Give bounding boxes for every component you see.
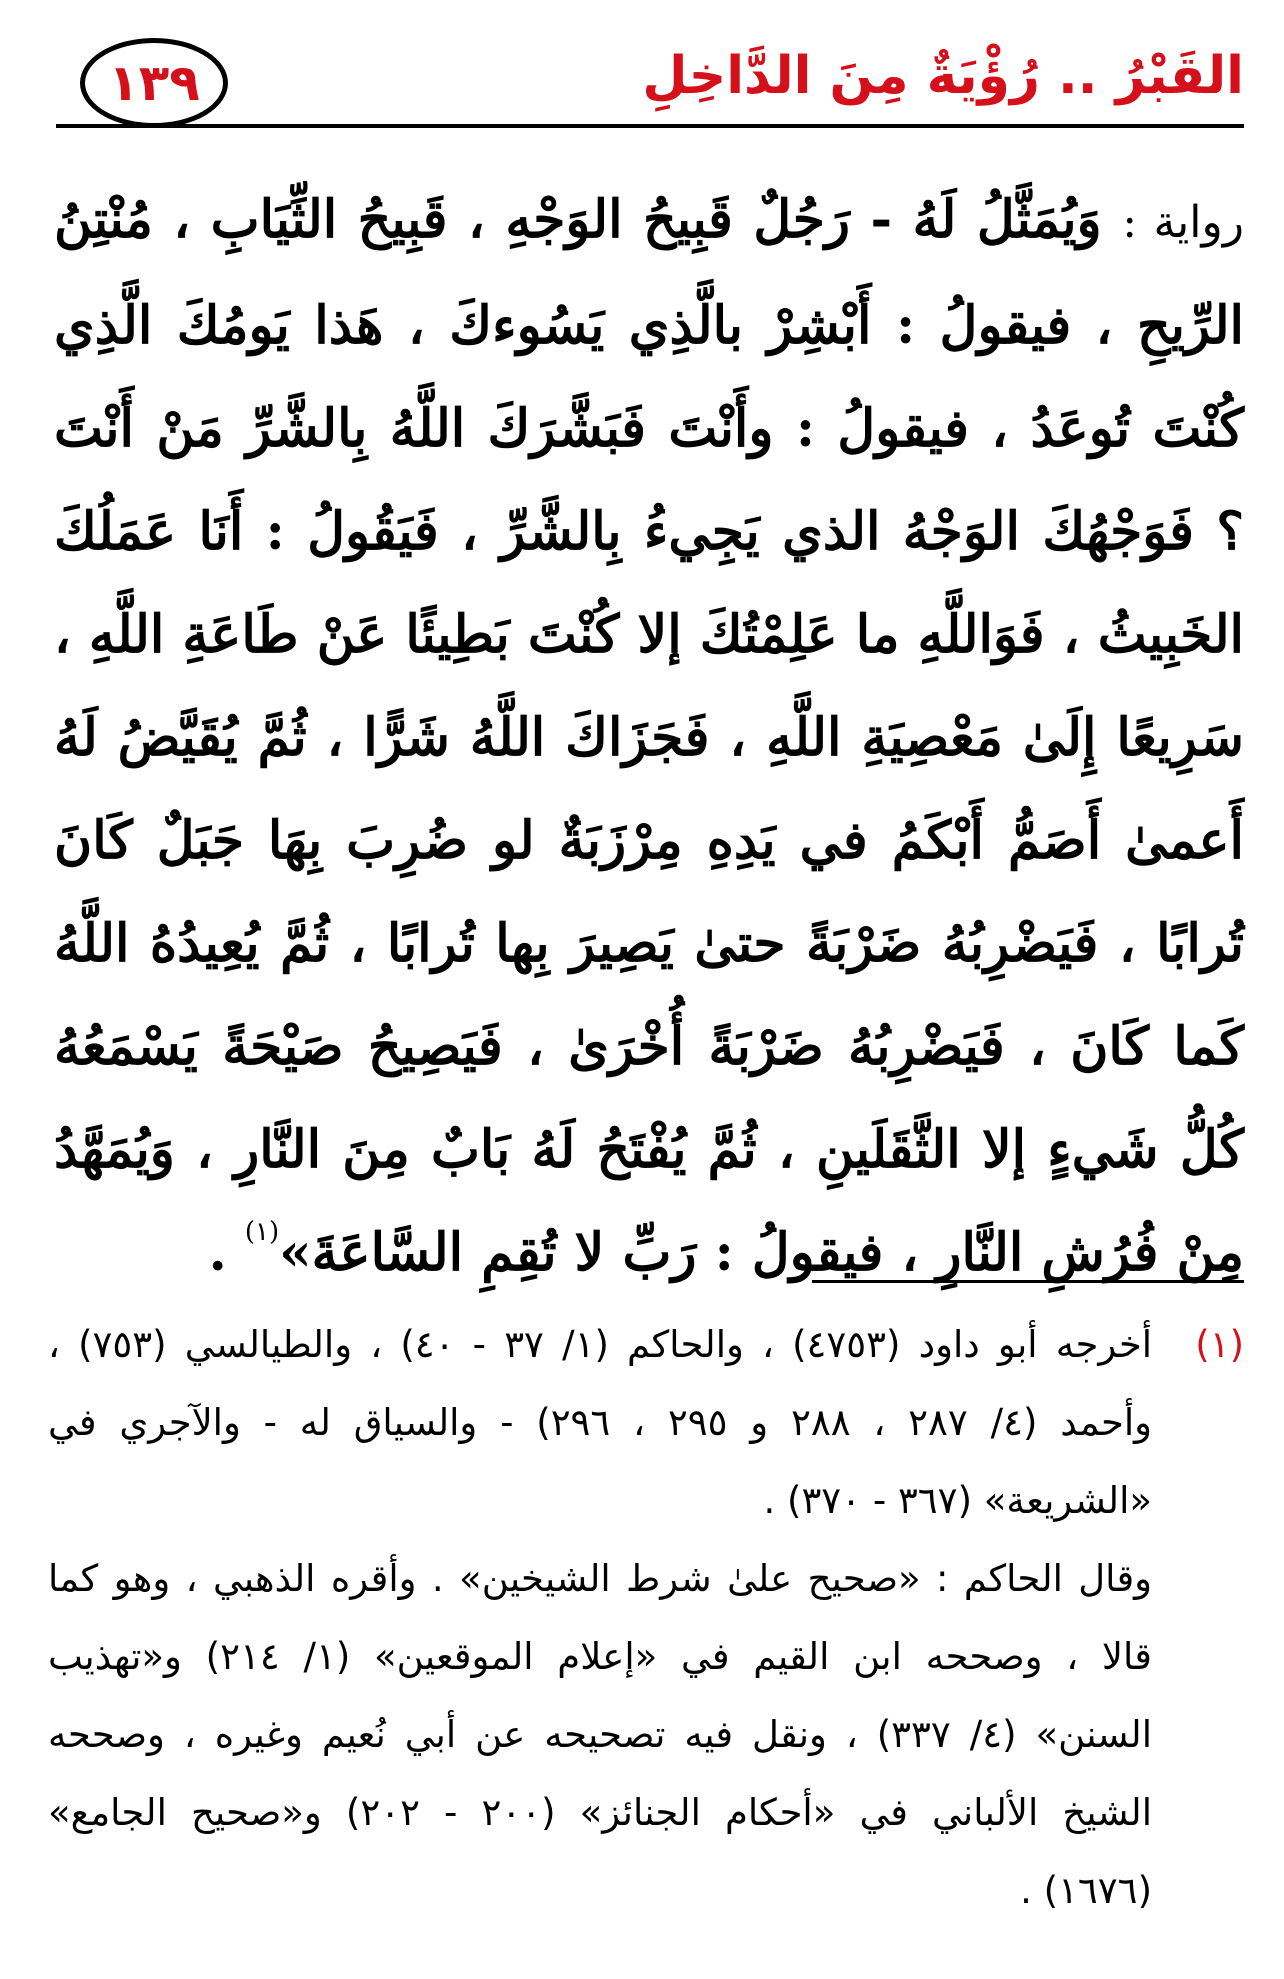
running-header-title: القَبْرُ .. رُؤْيَةٌ مِنَ الدَّاخِلِ (642, 46, 1244, 106)
main-text-end: . (208, 1222, 245, 1283)
page-number: ١٣٩ (108, 54, 200, 112)
footnote-paragraph: أخرجه أبو داود (٤٧٥٣) ، والحاكم (١/ ٣٧ - ٤٠) ، والطيالسي (٧٥٣) ، وأحمد (٤/ ٢٨٧ ، ٢٨٨ و ٢٩٥ ، ٢٩٦) - والسياق له - والآجري في «الشريعة» (٣٦٧ - ٣٧٠) . (48, 1323, 1153, 1522)
footnotes-section (48, 1306, 1244, 1930)
footnote-marker: (١) (1195, 1323, 1244, 1366)
footnote-divider (812, 1280, 1244, 1283)
main-text-lead: رواية : (1122, 197, 1245, 248)
footnote-text (48, 1306, 1152, 1930)
footnote (48, 1306, 1244, 1930)
main-text (54, 168, 1244, 1304)
main-text-body: وَيُمَثَّلُ لَهُ - رَجُلٌ قَبِيحُ الوَجْهِ ، قَبِيحُ الثِّيَابِ ، مُنْتِنُ الرِّيحِ ، فيقولُ : أَبْشِرْ بالَّذِي يَسُوءكَ ، هَذا يَومُكَ الَّذِي كُنْتَ تُوعَدُ ، فيقولُ : وأَنْتَ فَبَشَّرَكَ اللَّهُ بِالشَّرِّ مَنْ أَنْتَ ؟ فَوَجْهُكَ الوَجْهُ الذي يَجِيءُ بِالشَّرِّ ، فَيَقُولُ : أَنَا عَمَلُكَ الخَبِيثُ ، فَوَاللَّهِ ما عَلِمْتُكَ إلا كُنْتَ بَطِيئًا عَنْ طَاعَةِ اللَّهِ ، سَرِيعًا إِلَىٰ مَعْصِيَةِ اللَّهِ ، فَجَزَاكَ اللَّهُ شَرًّا ، ثُمَّ يُقَيَّضُ لَهُ أَعمىٰ أَصَمُّ أَبْكَمُ في يَدِهِ مِرْزَبَةٌ لو ضُرِبَ بِهَا جَبَلٌ كَانَ تُرابًا ، فَيَضْرِبُهُ ضَرْبَةً حتىٰ يَصِيرَ بِها تُرابًا ، ثُمَّ يُعِيدُهُ اللَّهُ كَما كَانَ ، فَيَضْرِبُهُ ضَرْبَةً أُخْرَىٰ ، فَيَصِيحُ صَيْحَةً يَسْمَعُهُ كُلُّ شَيءٍ إلا الثَّقَلَينِ ، ثُمَّ يُفْتَحُ لَهُ بَابٌ مِنَ النَّارِ ، وَيُمَهَّدُ مِنْ فُرُشِ النَّارِ ، فيقولُ : رَبِّ لا تُقِمِ السَّاعَةَ» (54, 189, 1244, 1283)
page-number-badge (80, 38, 228, 128)
footnote-paragraph: وقال الحاكم : «صحيح علىٰ شرط الشيخين» . وأقره الذهبي ، وهو كما قالا ، وصححه ابن القيم في «إعلام الموقعين» (١/ ٢١٤) و«تهذيب السنن» (٤/ ٣٣٧) ، ونقل فيه تصحيحه عن أبي نُعيم وغيره ، وصححه الشيخ الألباني في «أحكام الجنائز» (٢٠٠ - ٢٠٢) و«صحيح الجامع» (١٦٧٦) . (48, 1557, 1152, 1912)
footnote-reference: (١) (244, 1217, 280, 1247)
header-divider (56, 124, 1244, 128)
